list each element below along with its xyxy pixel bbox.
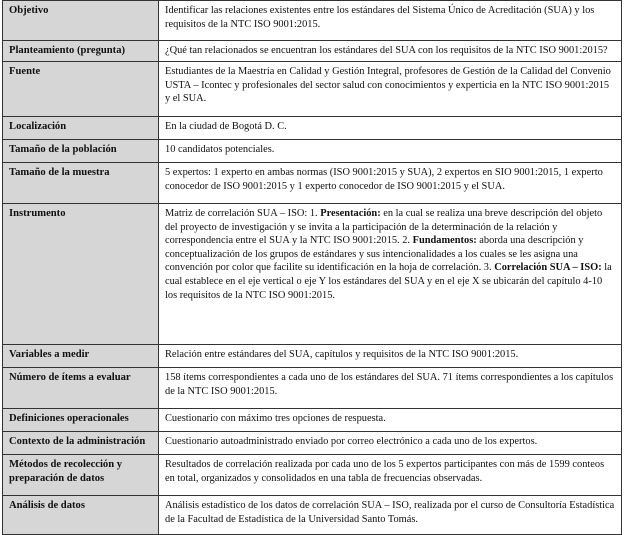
row-label: Contexto de la administración — [3, 432, 159, 455]
bold-term: Presentación: — [320, 208, 381, 219]
row-label: Análisis de datos — [3, 496, 159, 535]
research-design-table — [2, 0, 622, 535]
row-value: Relación entre estándares del SUA, capítulos y requisitos de la NTC ISO 9001:2015. — [159, 345, 622, 368]
table-row-localizacion — [3, 117, 622, 140]
row-label: Localización — [3, 117, 159, 140]
table-row-poblacion — [3, 140, 622, 163]
bold-term: Correlación SUA – ISO: — [494, 262, 602, 274]
row-label: Tamaño de la población — [3, 140, 159, 163]
table-row-contexto — [3, 432, 622, 455]
row-value: 10 candidatos potenciales. — [159, 140, 622, 163]
row-value: Estudiantes de la Maestría en Calidad y Gestión Integral, profesores de Gestión de la Calidad del Convenio USTA – Icontec y profesionales del sector salud con conocimientos y experticia en la NTC ISO 9001:2015 y el SUA. — [159, 62, 622, 117]
row-label: Tamaño de la muestra — [3, 163, 159, 204]
row-value — [159, 204, 622, 345]
table-row-definiciones — [3, 409, 622, 432]
row-value: 5 expertos: 1 experto en ambas normas (ISO 9001:2015 y SUA), 2 expertos en SIO 9001:2015, 1 experto conocedor de ISO 9001:2015 y 1 experto conocedor de ISO 9001:2015 y el SUA. — [159, 163, 622, 204]
row-value: En la ciudad de Bogotá D. C. — [159, 117, 622, 140]
table-row-muestra — [3, 163, 622, 204]
table-row-objetivo — [3, 1, 622, 41]
table-row-analisis — [3, 496, 622, 535]
text: aborda una descripción y conceptualización de los grupos de estándares y sus intencionalidades a los cuales se les asigna una convención por color que facilite su identificación en la hoja de correlación. 3. — [165, 235, 584, 274]
text: en la cual se realiza una breve descripción del objeto del proyecto de investigación y se invita a la participación de la determinación de la relación y correspondencia entre el SUA y la NTC ISO 9001:2015. 2. — [165, 208, 603, 247]
row-value: Resultados de correlación realizada por cada uno de los 5 expertos participantes con más de 1599 conteos en total, organizados y consolidados en una tabla de frecuencias observadas. — [159, 455, 622, 496]
row-label: Número de ítems a evaluar — [3, 368, 159, 409]
row-label: Fuente — [3, 62, 159, 117]
table-row-metodos — [3, 455, 622, 496]
table-row-fuente — [3, 62, 622, 117]
row-label: Planteamiento (pregunta) — [3, 41, 159, 62]
text: la cual establece en el eje vertical o eje Y los estándares del SUA y en el eje X se ubicarán del capítulo 4-10 los requisitos de la NTC ISO 9001:2015. — [165, 262, 612, 301]
row-value: Identificar las relaciones existentes entre los estándares del Sistema Único de Acreditación (SUA) y los requisitos de la NTC ISO 9001:2015. — [159, 1, 622, 41]
row-value: Cuestionario autoadministrado enviado por correo electrónico a cada uno de los expertos. — [159, 432, 622, 455]
row-value: ¿Qué tan relacionados se encuentran los estándares del SUA con los requisitos de la NTC ISO 9001:2015? — [159, 41, 622, 62]
bold-term: Fundamentos: — [412, 235, 477, 247]
row-label: Definiciones operacionales — [3, 409, 159, 432]
text: Matriz de correlación SUA – ISO: 1. — [165, 208, 321, 219]
row-label: Métodos de recolección y preparación de datos — [3, 455, 159, 496]
row-label: Variables a medir — [3, 345, 159, 368]
table-row-instrumento — [3, 204, 622, 345]
row-label: Objetivo — [3, 1, 159, 41]
row-value: Análisis estadístico de los datos de correlación SUA – ISO, realizada por el curso de Consultoría Estadística de la Facultad de Estadística de la Universidad Santo Tomás. — [159, 496, 622, 535]
table-row-planteamiento — [3, 41, 622, 62]
row-value: 158 ítems correspondientes a cada uno de los estándares del SUA. 71 ítems correspondientes a los capítulos de la NTC ISO 9001:2015. — [159, 368, 622, 409]
row-label: Instrumento — [3, 204, 159, 345]
row-value: Cuestionario con máximo tres opciones de respuesta. — [159, 409, 622, 432]
table-row-items — [3, 368, 622, 409]
table-row-variables — [3, 345, 622, 368]
